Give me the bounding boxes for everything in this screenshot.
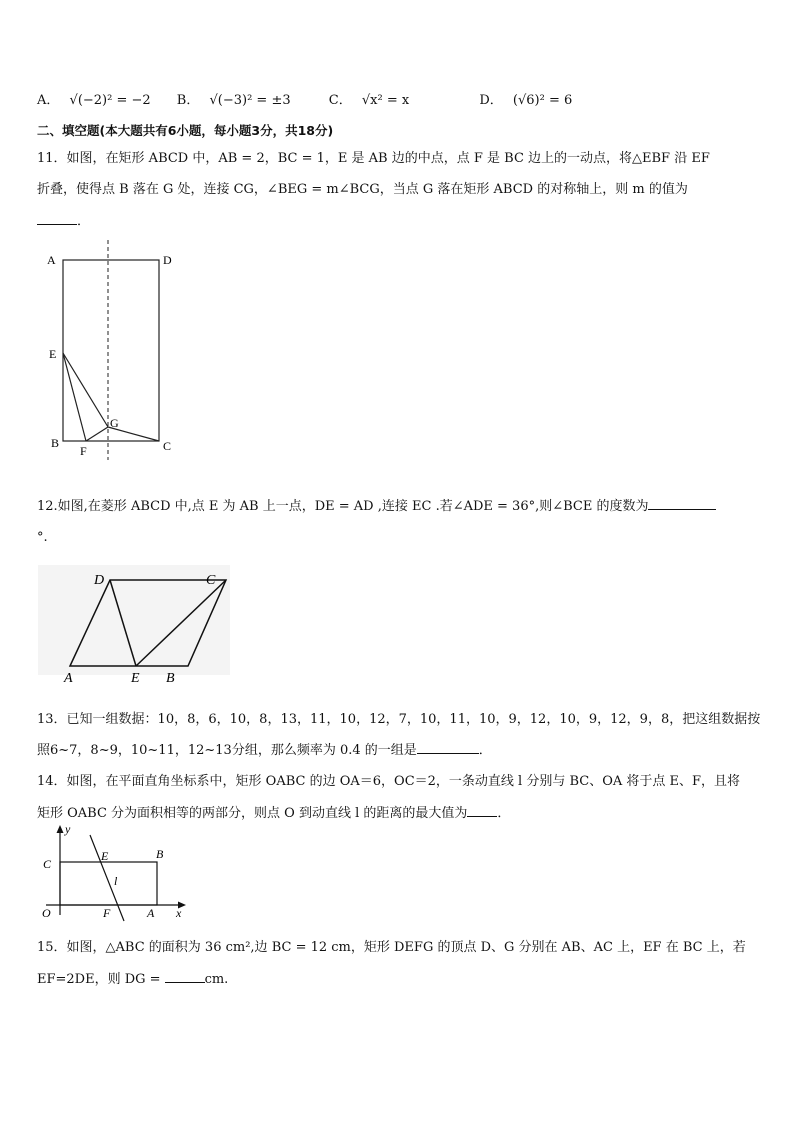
q11-answer-line: [37, 210, 90, 229]
q14-figure: [38, 823, 188, 923]
q15-text: EF=2DE，则 DG =: [37, 972, 161, 987]
section-heading: 二、填空题(本大题共有6小题，每小题3分，共18分): [37, 123, 334, 138]
q10-option-c: √x² = x: [361, 93, 410, 108]
q14-text-line1: 14．如图，在平面直角坐标系中，矩形 OABC 的边 OA＝6，OC＝2，一条动直线 l 分别与 BC、OA 将于点 E、F，且将: [37, 774, 741, 789]
q15-text-line1: 15．如图，△ABC 的面积为 36 cm²,边 BC = 12 cm，矩形 DEFG 的顶点 D、G 分别在 AB、AC 上，EF 在 BC 上，若: [37, 940, 746, 955]
q10-option-b-label: B．: [176, 93, 200, 108]
q14-label-f: F: [103, 906, 111, 920]
q12-figure: [38, 565, 233, 687]
q11-label-b: B: [51, 436, 60, 450]
q14-label-a: A: [147, 906, 155, 920]
q11-label-c: C: [163, 439, 172, 453]
q14-label-l: l: [114, 874, 118, 888]
q11-text-line2: 折叠，使得点 B 落在 G 处，连接 CG，∠BEG = m∠BCG，当点 G 落在矩形 ABCD 的对称轴上，则 m 的值为: [37, 182, 688, 197]
q14-rectangle: [60, 862, 157, 905]
q15-text-line2: [37, 968, 228, 987]
q14-text: 矩形 OABC 分为面积相等的两部分，则点 O 到动直线 l 的距离的最大值为: [37, 806, 468, 821]
q11-rectangle: [63, 260, 159, 441]
q10-option-c-label: C．: [328, 93, 352, 108]
q11-label-d: D: [163, 253, 172, 267]
q11-text-line1: 11．如图，在矩形 ABCD 中，AB = 2，BC = 1，E 是 AB 边的中点，点 F 是 BC 边上的一动点，将△EBF 沿 EF: [37, 151, 710, 166]
q15-end: cm.: [204, 972, 229, 987]
q11-answer-blank[interactable]: [37, 212, 77, 225]
q10-option-a: √(−2)² = −2: [69, 93, 151, 108]
q14-label-y: y: [65, 822, 71, 836]
q12-text: 12.如图,在菱形 ABCD 中,点 E 为 AB 上一点，DE = AD ,连接 EC .若∠ADE = 36°,则∠BCE 的度数为: [37, 499, 649, 514]
q11-label-e: E: [49, 347, 57, 361]
q14-label-x: x: [176, 906, 182, 920]
q12-answer-blank[interactable]: [648, 497, 716, 510]
q12-text-line2: °.: [37, 530, 48, 545]
q14-text-line2: [37, 802, 510, 821]
q12-text-line1: [37, 495, 716, 514]
q10-option-b: √(−3)² = ±3: [209, 93, 291, 108]
q11-seg-eg: [63, 353, 108, 427]
q11-figure: [40, 235, 190, 460]
q14-label-c: C: [43, 857, 52, 871]
q10-option-a-label: A．: [37, 93, 60, 108]
q13-answer-blank[interactable]: [417, 741, 479, 754]
q14-label-b: B: [156, 847, 164, 861]
q10-options: [37, 89, 572, 108]
q14-label-o: O: [42, 906, 51, 920]
q13-end: ．: [478, 743, 492, 758]
q13-text-line1: 13．已知一组数据：10，8，6，10，8，13，11，10，12，7，10，11，10，9，12，10，9，12，9，8，把这组数据按: [37, 712, 761, 727]
q15-answer-blank[interactable]: [165, 970, 205, 983]
q14-y-axis-arrow: [57, 825, 64, 833]
q12-label-d: D: [94, 573, 105, 588]
q12-label-c: C: [206, 573, 216, 588]
q11-end: ．: [77, 214, 91, 229]
q12-label-a: A: [64, 671, 73, 686]
q11-seg-ef: [63, 353, 86, 441]
q11-seg-fg: [86, 427, 108, 441]
q14-end: ．: [497, 806, 511, 821]
q12-label-e: E: [131, 671, 140, 686]
q13-text-line2: [37, 739, 492, 758]
q13-text: 照6~7，8~9，10~11，12~13分组，那么频率为 0.4 的一组是: [37, 743, 417, 758]
q10-option-d: (√6)² = 6: [512, 93, 573, 108]
q11-label-a: A: [47, 253, 56, 267]
q14-answer-blank[interactable]: [467, 804, 497, 817]
q14-label-e: E: [101, 849, 109, 863]
q11-label-f: F: [80, 444, 87, 458]
q12-label-b: B: [166, 671, 175, 686]
q11-label-g: G: [110, 416, 119, 430]
q10-option-d-label: D．: [479, 93, 503, 108]
